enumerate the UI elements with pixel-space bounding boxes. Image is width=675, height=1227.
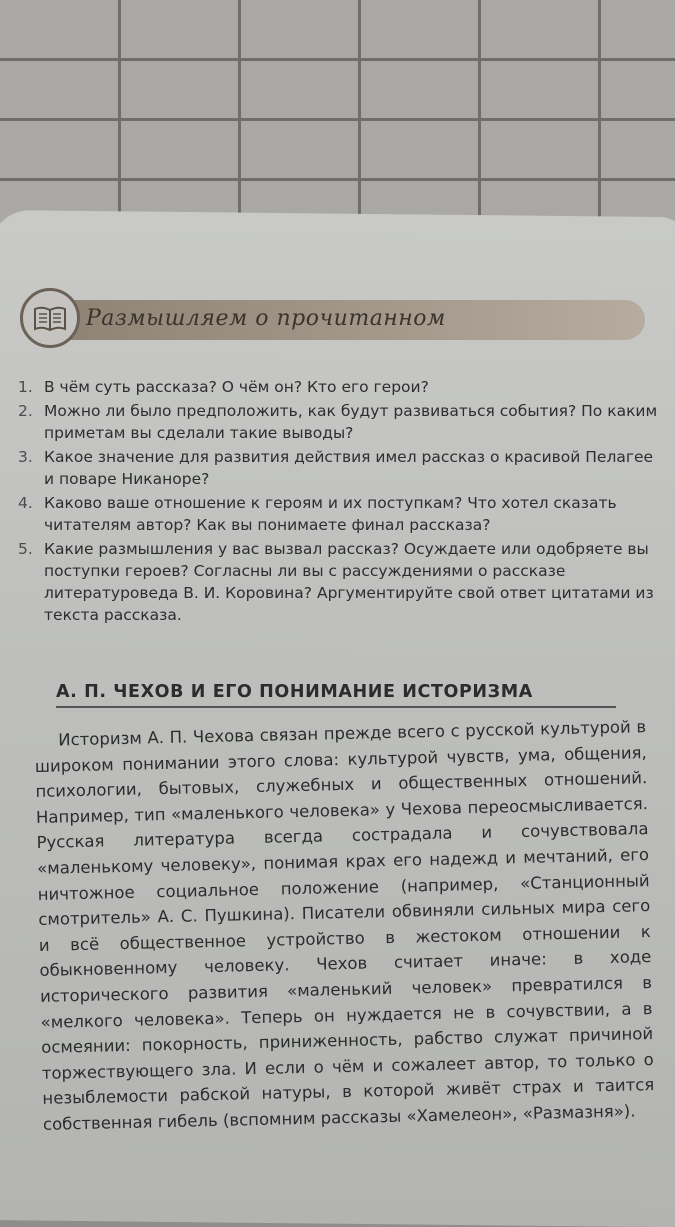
list-item: 2. Можно ли было предположить, как будут развиваться события? По каким приметам вы сделали такие выводы? [18,402,658,442]
list-item: 5. Какие размышления у вас вызвал рассказ? Осуждаете или одобряете вы поступки героев? Согласны ли вы с рассуждениями о рассказе литературоведа В. И. Коровина? Аргументируйте свой ответ цитатами из текста рассказа. [18,540,654,624]
list-item: 1. В чём суть рассказа? О чём он? Кто его герои? [18,378,429,396]
list-item: 4. Каково ваше отношение к героям и их поступкам? Что хотел сказать читателям автор? Как вы понимаете финал рассказа? [18,494,617,534]
body-paragraph [34,714,655,1137]
section-heading: А. П. ЧЕХОВ И ЕГО ПОНИМАНИЕ ИСТОРИЗМА [56,682,616,708]
section-banner [20,288,650,350]
question-text: Какое значение для развития действия имел рассказ о красивой Пелагее и поваре Никаноре? [44,448,654,488]
question-text: Каково ваше отношение к героям и их поступкам? Что хотел сказать читателям автор? Как вы понимаете финал рассказа? [44,494,617,534]
question-text: В чём суть рассказа? О чём он? Кто его герои? [44,378,429,396]
book-icon [20,288,80,348]
list-item: 3. Какое значение для развития действия имел рассказ о красивой Пелагее и поваре Никаноре? [18,448,654,488]
question-text: Можно ли было предположить, как будут развиваться события? По каким приметам вы сделали такие выводы? [44,402,658,442]
banner-title: Размышляем о прочитанном [86,306,446,331]
question-text: Какие размышления у вас вызвал рассказ? Осуждаете или одобряете вы поступки героев? Согласны ли вы с рассуждениями о рассказе литературоведа В. И. Коровина? Аргументируйте свой ответ цитатами из текста рассказа. [44,540,654,624]
paragraph-text: Историзм А. П. Чехова связан прежде всего с русской культурой в широком понимании этого слова: культурой чувств, ума, общения, психологии, бытовых, служебных и общественных отношений. Например, тип «маленького человека» у Чехова переосмысливается. Русская литература всегда сострадала и сочувствовала «маленькому человеку», понимая крах его надежд и мечтаний, его ничтожное социальное положение (например, «Станционный смотритель» А. С. Пушкина). Писатели обвиняли сильных мира сего и всё общественное устройство в жестоком отношении к обыкновенному человеку. Чехов считает иначе: в ходе исторического развития «маленький человек» превратился в «мелкого человека». Теперь он нуждается не в сочувствии, а в осмеянии: покорность, приниженность, рабство служат причиной торжествующего зла. И если о чём и сожалеет автор, то только о незыблемости рабской натуры, в которой живёт страх и таится собственная гибель (вспомним рассказы «Хамелеон», «Размазня»). [34,717,655,1134]
question-list [18,376,658,628]
